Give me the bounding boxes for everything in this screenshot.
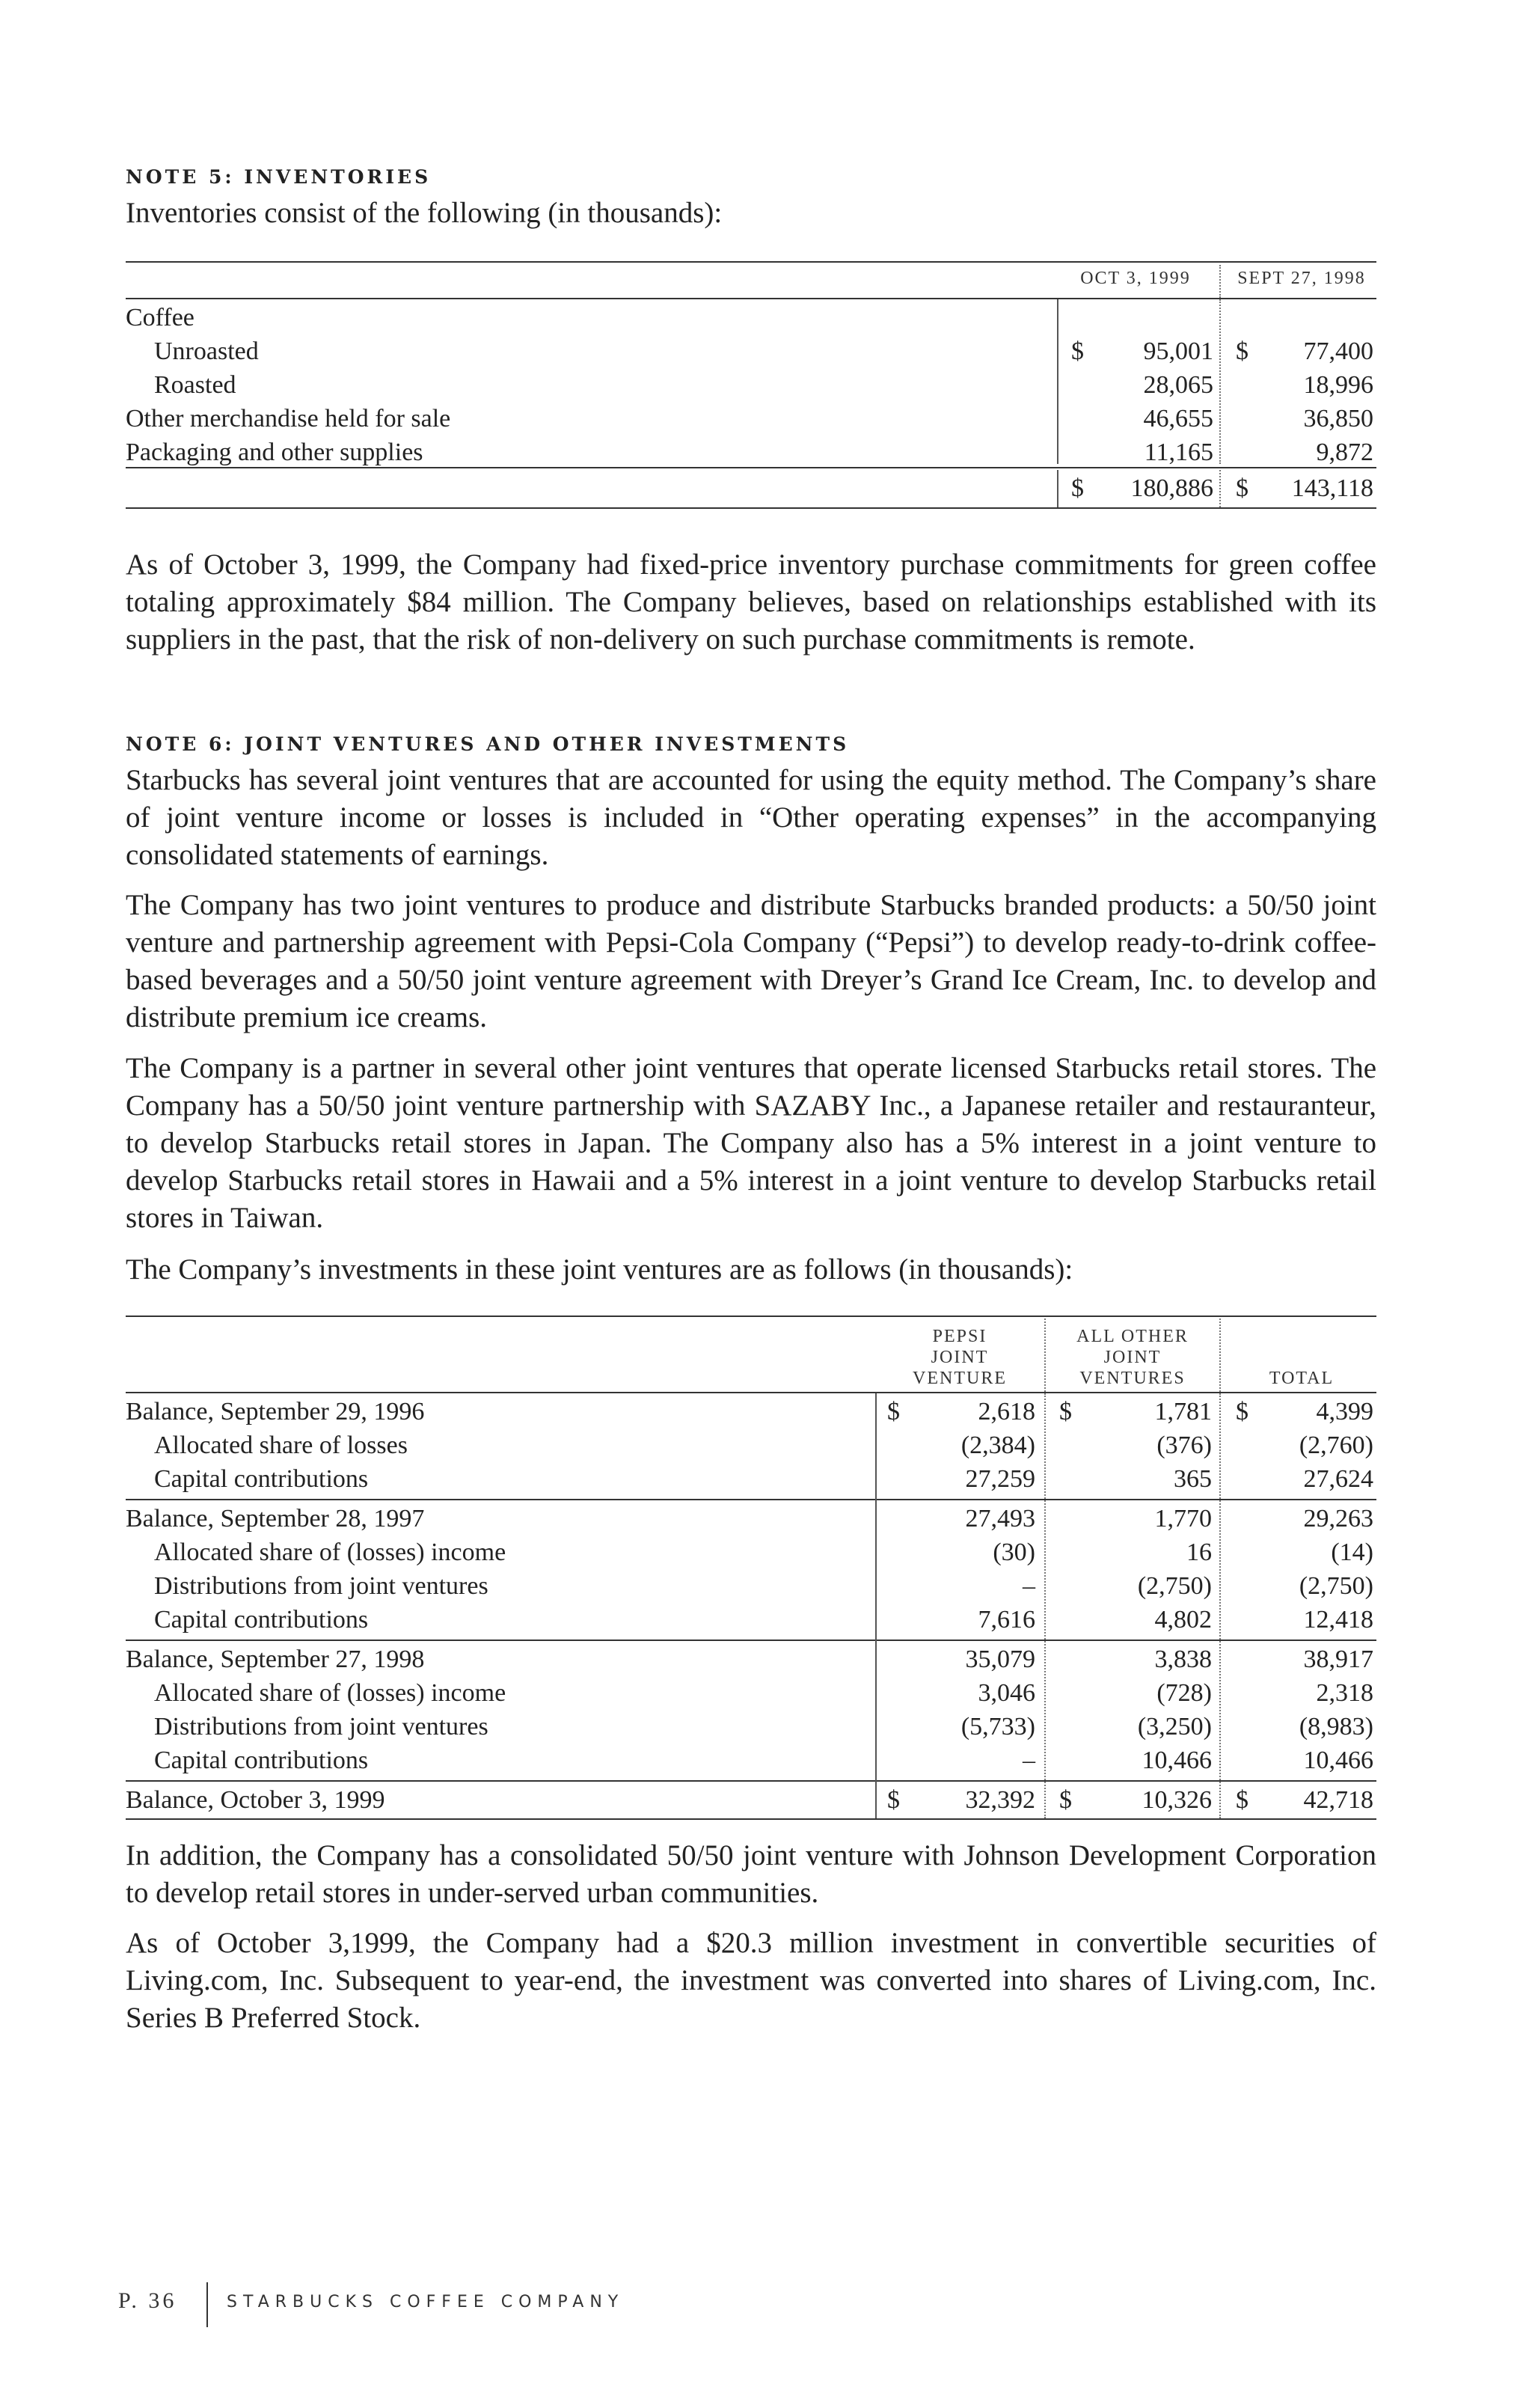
value-total: 27,624 [1303, 1465, 1373, 1493]
value-total: 10,466 [1303, 1747, 1373, 1774]
value-total: (8,983) [1299, 1713, 1373, 1741]
total-oct-1999: 180,886 [1130, 474, 1213, 502]
note6-after-paragraph-1: In addition, the Company has a consolidated 50/50 joint venture with Johnson Development Corporation to develop retail stores in under-served urban communities. [126, 1839, 1376, 1909]
value-total: 29,263 [1303, 1505, 1373, 1532]
jv-row [126, 1603, 1376, 1637]
currency-symbol: $ [1236, 337, 1248, 365]
jv-row [126, 1502, 1376, 1535]
currency-symbol: $ [1236, 1398, 1248, 1425]
row-label: Packaging and other supplies [126, 438, 423, 466]
value-all-other: 4,802 [1154, 1606, 1212, 1634]
note5-paragraph: As of October 3, 1999, the Company had fixed-price inventory purchase commitments for green coffee totaling approximately $84 million. The Company believes, based on relationships established with its suppliers in the past, that the risk of non-delivery on such purchase commitments is remote. [126, 548, 1376, 656]
value-pepsi: 27,259 [965, 1465, 1035, 1493]
row-label: Distributions from joint ventures [154, 1572, 488, 1600]
note6-paragraph-1: Starbucks has several joint ventures that are accounted for using the equity method. The Company’s share of joint venture income or losses is included in “Other operating expenses” in the accompanying consolidated statements of earnings. [126, 764, 1376, 871]
value-pepsi: 2,618 [978, 1398, 1035, 1425]
value-oct-1999: 28,065 [1143, 371, 1213, 399]
total-sept-1998: 143,118 [1291, 474, 1373, 502]
currency-symbol: $ [1059, 1786, 1072, 1814]
note6-paragraph-2: The Company has two joint ventures to produce and distribute Starbucks branded products: a 50/50 joint venture and partnership agreement with Pepsi-Cola Company (“Pepsi”) to develop ready-to-drink coffee-based beverages and a 50/50 joint venture agreement with Dreyer’s Grand Ice Cream, Inc. to develop and distribute premium ice creams. [126, 889, 1376, 1033]
value-sept-1998: 36,850 [1303, 405, 1373, 433]
value-all-other: (728) [1156, 1679, 1212, 1707]
jv-row [126, 1569, 1376, 1603]
value-total: 4,399 [1316, 1398, 1373, 1425]
col-header-oct-1999: OCT 3, 1999 [1080, 269, 1191, 288]
inventory-row [126, 402, 1376, 436]
value-total: (2,760) [1299, 1431, 1373, 1459]
row-label: Roasted [154, 371, 236, 399]
value-oct-1999: 11,165 [1144, 438, 1213, 466]
value-all-other: 10,466 [1142, 1747, 1212, 1774]
value-pepsi: 35,079 [965, 1645, 1035, 1673]
value-pepsi: 3,046 [978, 1679, 1035, 1707]
row-label: Capital contributions [154, 1606, 369, 1634]
page-number: P. 36 [118, 2288, 177, 2313]
row-label: Unroasted [154, 337, 259, 365]
note5-lead: Inventories consist of the following (in thousands): [126, 197, 723, 229]
company-name: STARBUCKS COFFEE COMPANY [227, 2293, 625, 2311]
row-label: Other merchandise held for sale [126, 405, 451, 433]
currency-symbol: $ [887, 1398, 900, 1425]
col-header-pepsi: PEPSI JOINT VENTURE [913, 1327, 1007, 1388]
value-all-other: 1,781 [1154, 1398, 1212, 1425]
value-pepsi: 27,493 [965, 1505, 1035, 1532]
col-header-total: TOTAL [1269, 1369, 1335, 1388]
value-pepsi: – [1023, 1572, 1035, 1600]
value-all-other: 3,838 [1154, 1645, 1212, 1673]
note6-after-paragraph-2: As of October 3,1999, the Company had a $20.3 million investment in convertible securities of Living.com, Inc. Subsequent to year-end, the investment was converted into shares of Living.com, Inc. Series B Preferred Stock. [126, 1927, 1376, 2034]
value-all-other: 10,326 [1142, 1786, 1212, 1814]
note6-paragraph-4: The Company’s investments in these joint ventures are as follows (in thousands): [126, 1253, 1073, 1286]
inventory-row [126, 368, 1376, 402]
row-label: Distributions from joint ventures [154, 1713, 488, 1741]
jv-row [126, 1744, 1376, 1777]
value-oct-1999: 46,655 [1143, 405, 1213, 433]
value-total: 38,917 [1303, 1645, 1373, 1673]
row-label: Allocated share of (losses) income [154, 1538, 506, 1566]
jv-row [126, 1676, 1376, 1710]
jv-row [126, 1642, 1376, 1676]
note6-heading: NOTE 6: JOINT VENTURES AND OTHER INVESTMENTS [126, 733, 850, 755]
col-header-all-other: ALL OTHER JOINT VENTURES [1076, 1327, 1189, 1388]
value-all-other: 1,770 [1154, 1505, 1212, 1532]
row-label: Allocated share of losses [154, 1431, 408, 1459]
jv-row [126, 1395, 1376, 1428]
jv-row [126, 1783, 1376, 1817]
currency-symbol: $ [887, 1786, 900, 1814]
value-pepsi: (30) [993, 1538, 1035, 1566]
inventory-row [126, 436, 1376, 469]
value-all-other: (2,750) [1137, 1572, 1212, 1600]
row-label: Balance, September 28, 1997 [126, 1505, 425, 1532]
value-all-other: 365 [1174, 1465, 1212, 1493]
jv-row [126, 1535, 1376, 1569]
value-total: 2,318 [1316, 1679, 1373, 1707]
value-pepsi: 32,392 [965, 1786, 1035, 1814]
row-label: Balance, October 3, 1999 [126, 1786, 385, 1814]
value-pepsi: – [1023, 1747, 1035, 1774]
currency-symbol: $ [1236, 1786, 1248, 1814]
value-all-other: (376) [1156, 1431, 1212, 1459]
value-pepsi: (2,384) [960, 1431, 1035, 1459]
value-pepsi: 7,616 [978, 1606, 1035, 1634]
inventories-total-row [126, 471, 1376, 505]
footer-divider [206, 2282, 208, 2327]
value-all-other: (3,250) [1137, 1713, 1212, 1741]
jv-row [126, 1428, 1376, 1462]
currency-symbol: $ [1071, 474, 1084, 502]
value-oct-1999: 95,001 [1143, 337, 1213, 365]
value-total: (14) [1331, 1538, 1373, 1566]
value-total: 42,718 [1303, 1786, 1373, 1814]
inventory-row [126, 334, 1376, 368]
value-sept-1998: 18,996 [1303, 371, 1373, 399]
value-total: 12,418 [1303, 1606, 1373, 1634]
currency-symbol: $ [1236, 474, 1248, 502]
row-label: Allocated share of (losses) income [154, 1679, 506, 1707]
value-all-other: 16 [1186, 1538, 1212, 1566]
col-header-sept-1998: SEPT 27, 1998 [1237, 269, 1366, 288]
note6-paragraph-3: The Company is a partner in several other joint ventures that operate licensed Starbucks retail stores. The Company has a 50/50 joint venture partnership with SAZABY Inc., a Japanese retailer and restauranteur, to develop Starbucks retail stores in Japan. The Company also has a 5% interest in a joint venture to develop Starbucks retail stores in Hawaii and a 5% interest in a joint venture to develop Starbucks retail stores in Taiwan. [126, 1052, 1376, 1234]
row-label: Capital contributions [154, 1747, 369, 1774]
note5-heading: NOTE 5: INVENTORIES [126, 166, 432, 188]
row-label: Capital contributions [154, 1465, 369, 1493]
value-sept-1998: 77,400 [1303, 337, 1373, 365]
currency-symbol: $ [1071, 337, 1084, 365]
row-label: Balance, September 29, 1996 [126, 1398, 425, 1425]
value-sept-1998: 9,872 [1316, 438, 1373, 466]
currency-symbol: $ [1059, 1398, 1072, 1425]
row-label: Coffee [126, 304, 194, 331]
value-pepsi: (5,733) [960, 1713, 1035, 1741]
value-total: (2,750) [1299, 1572, 1373, 1600]
jv-row [126, 1710, 1376, 1744]
row-label: Balance, September 27, 1998 [126, 1645, 425, 1673]
inventory-row [126, 301, 1376, 334]
jv-row [126, 1462, 1376, 1496]
